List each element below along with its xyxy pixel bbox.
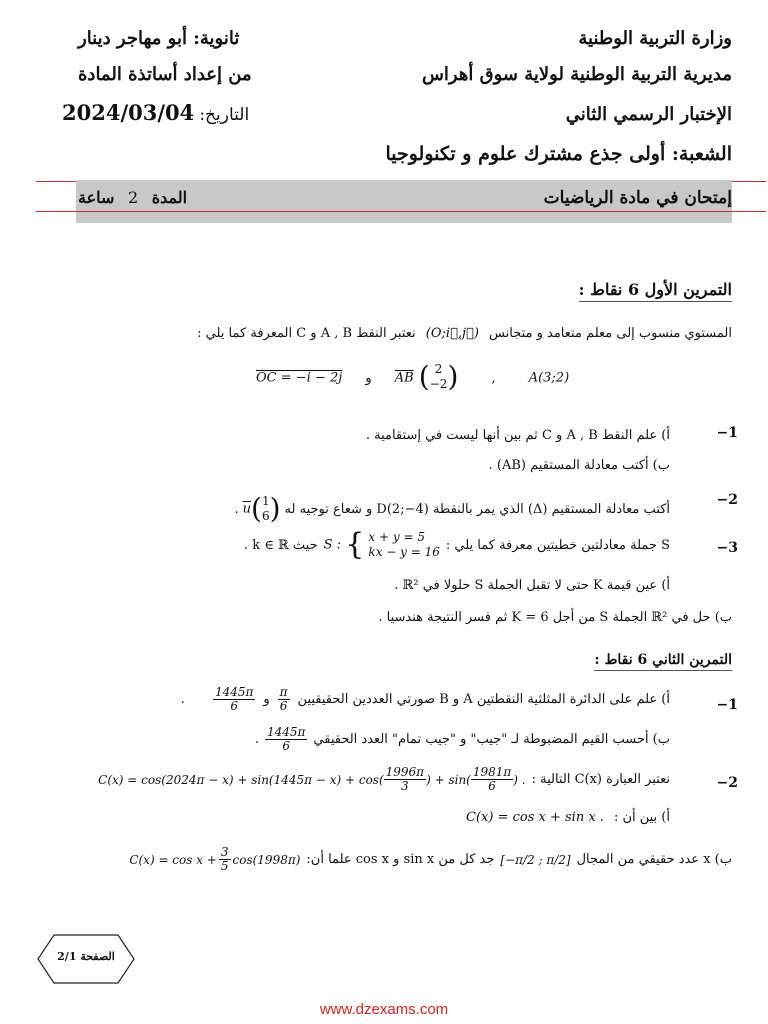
ex1-q1a: أ) علم النقط A , B و C ثم بين أنها ليست في إستقامية . [365, 428, 670, 443]
ex1-q1b: ب) أكتب معادلة المستقيم (AB) . [488, 458, 670, 473]
ministry-title: وزارة التربية الوطنية [578, 28, 732, 49]
ex1-q3b: ب) حل في ℝ² الجملة S من أجل K = 6 ثم فسر النتيجة هندسيا . [378, 610, 732, 625]
ex1-q1-number: −1 [716, 425, 738, 441]
ex1-q2-vector [243, 494, 281, 524]
ex1-given-a: A(3;2) [528, 370, 570, 386]
school-name: ثانوية: أبو مهاجر دينار [78, 28, 240, 49]
ex1-q3 [243, 527, 670, 562]
ex2-q1a-frac2 [213, 686, 255, 713]
ex1-ab-right-paren: ) [447, 360, 459, 393]
ex2-q1-number: −1 [716, 697, 738, 713]
ex2-q1b-frac [265, 726, 307, 753]
date-label: التاريخ: [199, 105, 250, 125]
ex2-q1a-frac2-den: 6 [230, 699, 238, 714]
ex2-q2b-rest: جد كل من sin x و cos x علما أن: [306, 852, 495, 868]
ex2-q1a-and: و [263, 692, 270, 708]
ex1-given-oc: OC = −i − 2j [256, 370, 343, 386]
ex2-q1a [181, 686, 670, 713]
duration [78, 188, 187, 207]
ex1-given-comma: , [491, 370, 496, 386]
ex2-q1a-frac1-num: π [279, 685, 288, 699]
ex2-q2b-text: ب) x عدد حقيقي من المجال [576, 852, 732, 868]
ex2-q1b-text: ب) أحسب القيم المضبوطة لـ "جيب" و "جيب تمام" العدد الحقيقي [313, 732, 670, 748]
ex1-q3a: أ) عين قيمة K حتى لا تقبل الجملة S حلولا في ℝ² . [394, 578, 670, 593]
ex1-q3-sys-label: S : [323, 537, 342, 553]
ex1-q2 [235, 494, 671, 524]
ex2-q2b-frac-den: 5 [220, 859, 229, 874]
ex2-q2 [98, 766, 670, 793]
ex2-q2b [129, 846, 732, 873]
exam-name: الإختبار الرسمي الثاني [565, 104, 732, 125]
ex2-q2-f1-den: 3 [401, 779, 409, 794]
ex1-ab-top: 2 [434, 362, 443, 376]
ex2-q2a-text: أ) بين أن : [613, 810, 670, 825]
ex2-q2-frac2 [471, 766, 513, 793]
ex2-q2-expr-a: C(x) = cos(2024π − x) + sin(1445π − x) + cos( [98, 772, 384, 787]
date-block [62, 100, 249, 125]
page-badge [36, 933, 136, 985]
ex2-q1a-frac1 [278, 686, 290, 713]
ex1-q2-text: أكتب معادلة المستقيم (Δ) الذي يمر بالنقطة D(2;−4) و شعاع توجيه له [284, 501, 670, 517]
ex1-q3-tail: حيث k ∈ ℝ . [243, 537, 318, 553]
ex2-q1b-frac-den: 6 [282, 739, 291, 754]
ex2-q1b [255, 726, 670, 753]
ex2-q2b-frac-num: 3 [220, 845, 229, 859]
ex1-q3-brace: { [345, 527, 365, 562]
ex1-ab-bottom: −2 [429, 377, 448, 391]
ex2-q2b-expr-b: cos(1998π) [232, 852, 301, 867]
exercise1-title: التمرين الأول 6 نقاط : [579, 280, 732, 302]
ex1-u-bottom: 6 [261, 509, 270, 523]
website-link[interactable]: www.dzexams.com [319, 1001, 449, 1018]
ex2-q2b-expression [129, 846, 300, 873]
ex2-q2b-expr-a: C(x) = cos x + [129, 852, 217, 867]
ex2-q1a-frac1-den: 6 [279, 699, 288, 714]
ex1-given-and: و [365, 370, 372, 386]
ex1-intro-frame: (O;i⃗,j⃗) [425, 326, 479, 341]
ex2-q2-expr-b: ) + sin( [426, 772, 471, 787]
ex2-q1b-period: . [254, 732, 259, 748]
ex1-given [256, 362, 569, 392]
ex2-q2a-expr: C(x) = cos x + sin x . [466, 810, 604, 825]
ex1-u-right-paren: ) [269, 492, 281, 525]
ex1-ab-vector [430, 362, 448, 392]
ex2-q2-expr-c: ) . [513, 772, 526, 787]
duration-label: المدة [151, 188, 188, 207]
ex2-q2-f2-den: 6 [488, 779, 496, 794]
ex1-q3-number: −3 [716, 540, 738, 556]
ex1-u-components [262, 494, 270, 524]
ex1-given-ab-label: $\overline{AB}$ [394, 370, 414, 386]
ex1-q3-equations [368, 530, 439, 560]
ex1-q3-eq2: kx − y = 16 [368, 545, 440, 559]
ex1-u-top: 1 [261, 494, 270, 508]
header-mid-line [36, 211, 766, 212]
ex1-q2-period: . [234, 501, 239, 517]
ex2-q2-frac1 [384, 766, 426, 793]
ex2-q2-f2-num: 1981π [472, 765, 512, 779]
ex2-q2b-interval: [−π/2 ; π/2] [500, 852, 571, 867]
ex2-q2-number: −2 [716, 775, 738, 791]
ex2-q1a-text: أ) علم على الدائرة المثلثية النقطتين A و B صورتي العددين الحقيقيين [297, 692, 670, 708]
ex1-q3-system [323, 527, 440, 562]
ex1-q2-number: −2 [716, 492, 738, 508]
ex1-q3-text: S جملة معادلتين خطيتين معرفة كما يلي : [445, 537, 670, 553]
ex1-intro [197, 326, 732, 341]
ex1-intro-text: المستوي منسوب إلى معلم متعامد و متجانس [489, 326, 732, 341]
ex2-q1a-frac2-num: 1445π [214, 685, 254, 699]
ex2-q2-expression [98, 766, 525, 793]
directorate-title: مديرية التربية الوطنية لولاية سوق أهراس [421, 64, 732, 85]
band-title: إمتحان في مادة الرياضيات [543, 188, 732, 208]
ex2-q1a-period: . [180, 692, 185, 708]
prepared-by: من إعداد أساتذة المادة [78, 64, 252, 85]
ex1-ab-left-paren: ( [418, 360, 430, 393]
branch-title: الشعبة: أولى جذع مشترك علوم و تكنولوجيا [385, 143, 732, 165]
ex2-q2a [466, 810, 670, 825]
date-value: 2024/03/04 [62, 100, 195, 125]
ex2-q2-text: نعتبر العبارة C(x) التالية : [531, 772, 670, 788]
duration-value: 2 [127, 188, 139, 207]
ex1-u-left-paren: ( [251, 492, 262, 525]
ex2-q1b-frac-num: 1445π [266, 725, 306, 739]
ex2-q2b-frac [219, 846, 231, 873]
ex1-q3-eq1: x + y = 5 [368, 530, 425, 544]
ex1-q2-vec-label: $\overline{u}$ [242, 501, 252, 517]
exercise2-title: التمرين الثاني 6 نقاط : [594, 652, 732, 671]
ex2-q2-f1-num: 1996π [385, 765, 425, 779]
ex1-intro-rest: نعتبر النقط A , B و C المعرفة كما يلي : [197, 326, 416, 341]
page-label: الصفحة 2/1 [57, 950, 115, 963]
duration-unit: ساعة [78, 188, 115, 207]
